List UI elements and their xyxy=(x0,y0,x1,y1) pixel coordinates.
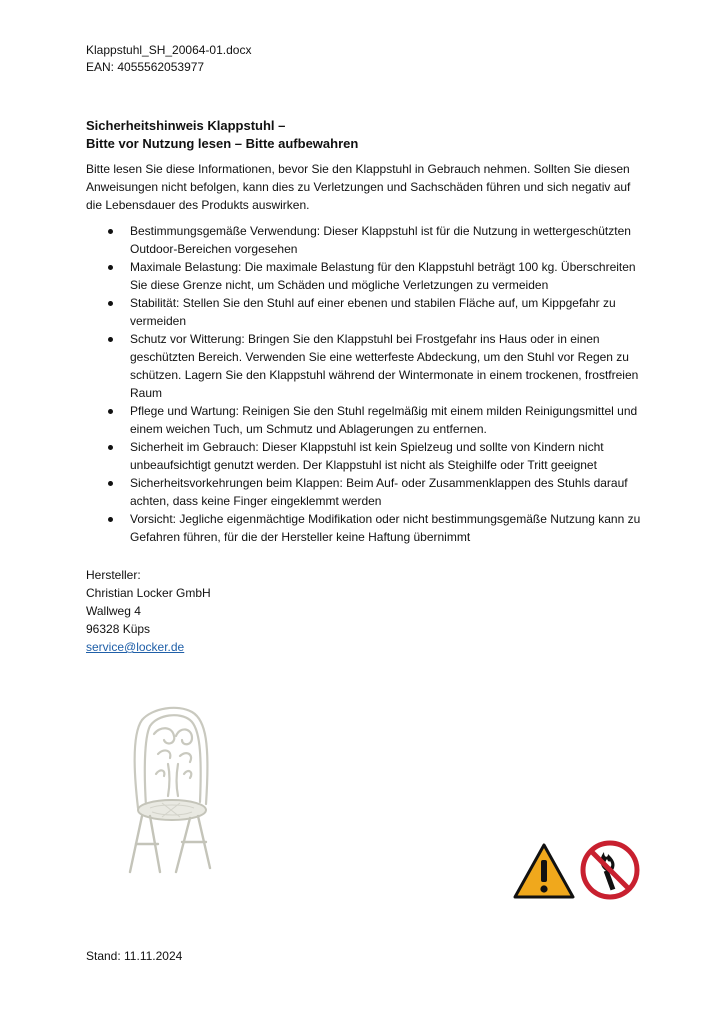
manufacturer-label: Hersteller: xyxy=(86,568,141,582)
no-open-flame-icon xyxy=(580,840,640,900)
bullet-icon xyxy=(108,445,113,450)
safety-list xyxy=(86,222,646,546)
intro-paragraph: Bitte lesen Sie diese Informationen, bevor Sie den Klappstuhl in Gebrauch nehmen. Sollten Sie diesen Anweisungen nicht befolgen, kann dies zu Verletzungen und Sachschäden führen und sich negativ auf die Lebensdauer des Produkts auswirken. xyxy=(86,162,631,212)
document-date: Stand: 11.11.2024 xyxy=(86,949,183,963)
list-item xyxy=(86,222,646,258)
bullet-icon xyxy=(108,265,113,270)
manufacturer-city: 96328 Küps xyxy=(86,622,151,636)
list-item xyxy=(86,510,646,546)
list-item-text: Sicherheitsvorkehrungen beim Klappen: Beim Auf- oder Zusammenklappen des Stuhls darauf achten, dass keine Finger eingeklemmt werden xyxy=(130,476,628,508)
folding-chair-image xyxy=(120,704,230,876)
bullet-icon xyxy=(108,229,113,234)
list-item-text: Pflege und Wartung: Reinigen Sie den Stuhl regelmäßig mit einem milden Reinigungsmittel und einem weichen Tuch, um Schmutz und Ablagerungen zu entfernen. xyxy=(130,404,638,436)
list-item xyxy=(86,258,646,294)
ean-number: EAN: 4055562053977 xyxy=(86,60,205,74)
list-item xyxy=(86,474,646,510)
list-item-text: Maximale Belastung: Die maximale Belastung für den Klappstuhl beträgt 100 kg. Überschreiten Sie diese Grenze nicht, um Schäden und mögliche Verletzungen zu vermeiden xyxy=(130,260,636,292)
bullet-icon xyxy=(108,337,113,342)
list-item xyxy=(86,438,646,474)
bullet-icon xyxy=(108,409,113,414)
bullet-icon xyxy=(108,517,113,522)
document-header xyxy=(86,42,251,76)
list-item-text: Sicherheit im Gebrauch: Dieser Klappstuhl ist kein Spielzeug und sollte von Kindern nicht unbeaufsichtigt genutzt werden. Der Klappstuhl ist nicht als Steighilfe oder Tritt geeignet xyxy=(130,440,604,472)
warning-triangle-icon xyxy=(512,842,576,900)
list-item-text: Schutz vor Witterung: Bringen Sie den Klappstuhl bei Frostgefahr ins Haus oder in einen geschützten Bereich. Verwenden Sie eine wetterfeste Abdeckung, um den Stuhl vor Regen zu schützen. Lagern Sie den Klappstuhl während der Wintermonate in einem trockenen, frostfreien Raum xyxy=(130,332,639,400)
page-title xyxy=(86,117,358,153)
list-item xyxy=(86,402,646,438)
manufacturer-block xyxy=(86,566,211,656)
manufacturer-name: Christian Locker GmbH xyxy=(86,586,211,600)
list-item xyxy=(86,294,646,330)
bullet-icon xyxy=(108,301,113,306)
title-line-2: Bitte vor Nutzung lesen – Bitte aufbewahren xyxy=(86,136,359,151)
list-item-text: Bestimmungsgemäße Verwendung: Dieser Klappstuhl ist für die Nutzung in wettergeschützten Outdoor-Bereichen vorgesehen xyxy=(130,224,631,256)
title-line-1: Sicherheitshinweis Klappstuhl – xyxy=(86,118,286,133)
list-item-text: Stabilität: Stellen Sie den Stuhl auf einer ebenen und stabilen Fläche auf, um Kippgefahr zu vermeiden xyxy=(130,296,616,328)
document-filename: Klappstuhl_SH_20064-01.docx xyxy=(86,43,252,57)
list-item-text: Vorsicht: Jegliche eigenmächtige Modifikation oder nicht bestimmungsgemäße Nutzung kann zu Gefahren führen, für die der Hersteller keine Haftung übernimmt xyxy=(130,512,641,544)
manufacturer-email-link[interactable]: service@locker.de xyxy=(86,640,185,654)
manufacturer-street: Wallweg 4 xyxy=(86,604,141,618)
list-item xyxy=(86,330,646,402)
bullet-icon xyxy=(108,481,113,486)
